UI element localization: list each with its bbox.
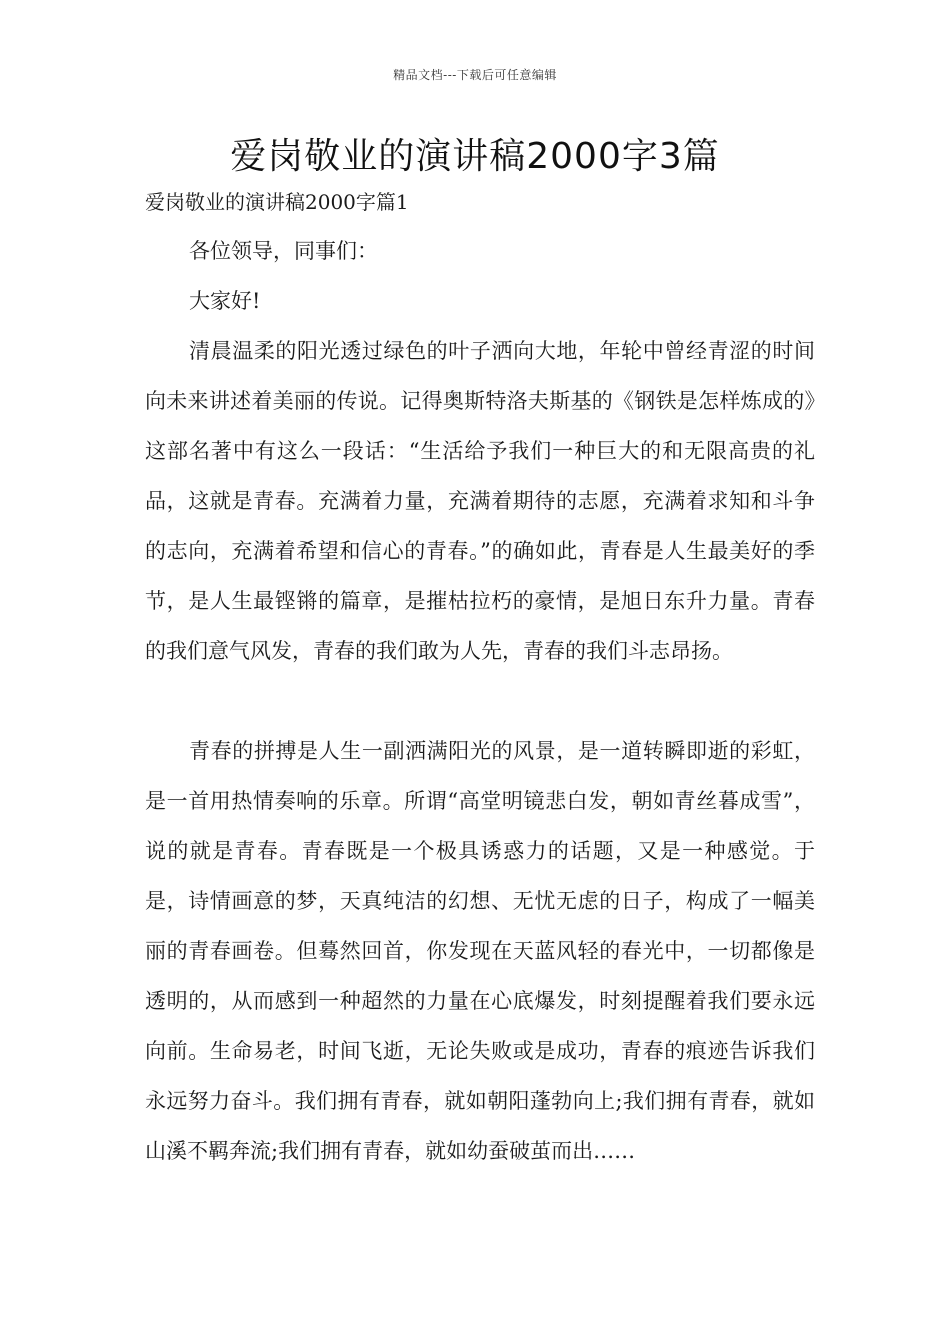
body-paragraph: 青春的拼搏是人生一副洒满阳光的风景，是一道转瞬即逝的彩虹，是一首用热情奏响的乐章。所谓“高堂明镜悲白发，朝如青丝暮成雪”，说的就是青春。青春既是一个极具诱惑力的话题，又是一种感觉。于是，诗情画意的梦，天真纯洁的幻想、无忧无虑的日子，构成了一幅美丽的青春画卷。但蓦然回首，你发现在天蓝风轻的春光中，一切都像是透明的，从而感到一种超然的力量在心底爆发，时刻提醒着我们要永远向前。生命易老，时间飞逝，无论失败或是成功，青春的痕迹告诉我们永远努力奋斗。我们拥有青春，就如朝阳蓬勃向上;我们拥有青春，就如山溪不羁奔流;我们拥有青春，就如幼蚕破茧而出……	[145, 739, 815, 1163]
header-note: 精品文档---下载后可任意编辑	[393, 68, 557, 82]
hello-line: 大家好!	[189, 289, 261, 313]
greeting-line: 各位领导，同事们：	[189, 239, 378, 263]
section-title: 爱岗敬业的演讲稿2000字篇1	[145, 190, 409, 214]
document-title: 爱岗敬业的演讲稿2000字3篇	[230, 136, 720, 177]
body-paragraph: 清晨温柔的阳光透过绿色的叶子洒向大地，年轮中曾经青涩的时间向未来讲述着美丽的传说。记得奥斯特洛夫斯基的《钢铁是怎样炼成的》这部名著中有这么一段话：“生活给予我们一种巨大的和无限高贵的礼品，这就是青春。充满着力量，充满着期待的志愿，充满着求知和斗争的志向，充满着希望和信心的青春。”的确如此，青春是人生最美好的季节，是人生最铿锵的篇章，是摧枯拉朽的豪情，是旭日东升力量。青春的我们意气风发，青春的我们敢为人先，青春的我们斗志昂扬。	[145, 339, 815, 663]
